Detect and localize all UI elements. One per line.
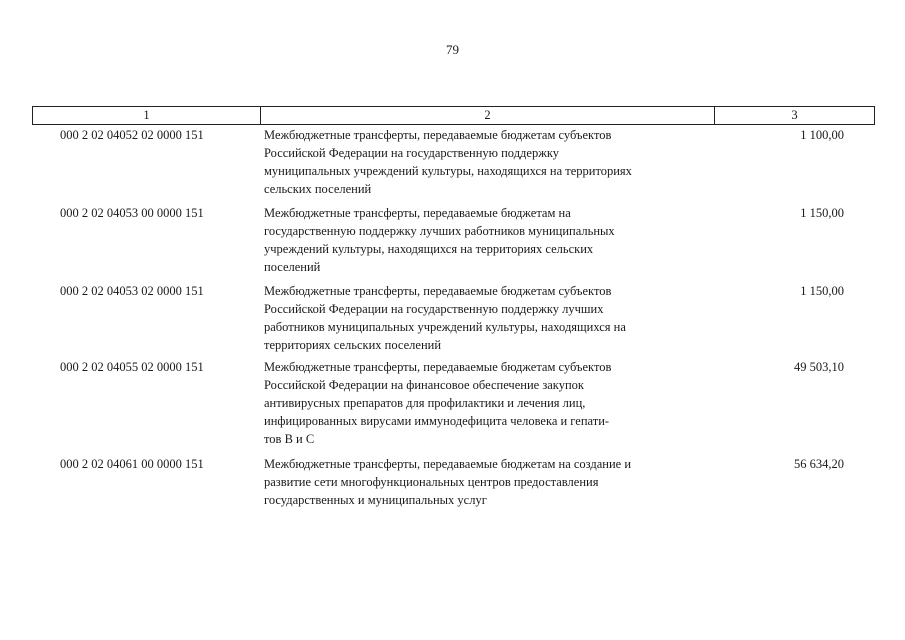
description-line: Межбюджетные трансферты, передаваемые бюджетам субъектов bbox=[264, 284, 612, 298]
budget-code: 000 2 02 04052 02 0000 151 bbox=[60, 128, 204, 142]
row-amount: 1 150,00 bbox=[800, 284, 844, 298]
column-header-description: 2 bbox=[261, 107, 715, 124]
row-amount: 56 634,20 bbox=[794, 457, 844, 471]
budget-code: 000 2 02 04053 02 0000 151 bbox=[60, 284, 204, 298]
row-description bbox=[264, 126, 724, 198]
description-line: работников муниципальных учреждений культуры, находящихся на bbox=[264, 320, 626, 334]
column-header-code: 1 bbox=[33, 107, 261, 124]
description-line: территориях сельских поселений bbox=[264, 338, 442, 352]
row-description bbox=[264, 282, 724, 354]
description-line: государственную поддержку лучших работников муниципальных bbox=[264, 224, 615, 238]
row-description bbox=[264, 455, 724, 509]
description-line: Межбюджетные трансферты, передаваемые бюджетам субъектов bbox=[264, 128, 612, 142]
budget-code: 000 2 02 04053 00 0000 151 bbox=[60, 206, 204, 220]
description-line: государственных и муниципальных услуг bbox=[264, 493, 487, 507]
budget-code: 000 2 02 04061 00 0000 151 bbox=[60, 457, 204, 471]
row-description bbox=[264, 204, 724, 276]
table-header bbox=[32, 106, 875, 125]
column-header-amount: 3 bbox=[791, 108, 798, 122]
description-line: тов В и С bbox=[264, 432, 315, 446]
budget-code: 000 2 02 04055 02 0000 151 bbox=[60, 360, 204, 374]
description-line: антивирусных препаратов для профилактики и лечения лиц, bbox=[264, 396, 586, 410]
description-line: поселений bbox=[264, 260, 321, 274]
description-line: Межбюджетные трансферты, передаваемые бюджетам на bbox=[264, 206, 571, 220]
description-line: Российской Федерации на государственную поддержку лучших bbox=[264, 302, 604, 316]
description-line: инфицированных вирусами иммунодефицита человека и гепати- bbox=[264, 414, 610, 428]
row-amount: 1 150,00 bbox=[800, 206, 844, 220]
description-line: сельских поселений bbox=[264, 182, 372, 196]
page-number: 79 bbox=[446, 42, 459, 57]
description-line: учреждений культуры, находящихся на территориях сельских bbox=[264, 242, 594, 256]
description-line: Российской Федерации на финансовое обеспечение закупок bbox=[264, 378, 584, 392]
row-amount: 49 503,10 bbox=[794, 360, 844, 374]
row-amount: 1 100,00 bbox=[800, 128, 844, 142]
description-line: муниципальных учреждений культуры, находящихся на территориях bbox=[264, 164, 632, 178]
description-line: развитие сети многофункциональных центров предоставления bbox=[264, 475, 599, 489]
description-line: Межбюджетные трансферты, передаваемые бюджетам на создание и bbox=[264, 457, 632, 471]
row-description bbox=[264, 358, 724, 448]
description-line: Межбюджетные трансферты, передаваемые бюджетам субъектов bbox=[264, 360, 612, 374]
description-line: Российской Федерации на государственную поддержку bbox=[264, 146, 559, 160]
